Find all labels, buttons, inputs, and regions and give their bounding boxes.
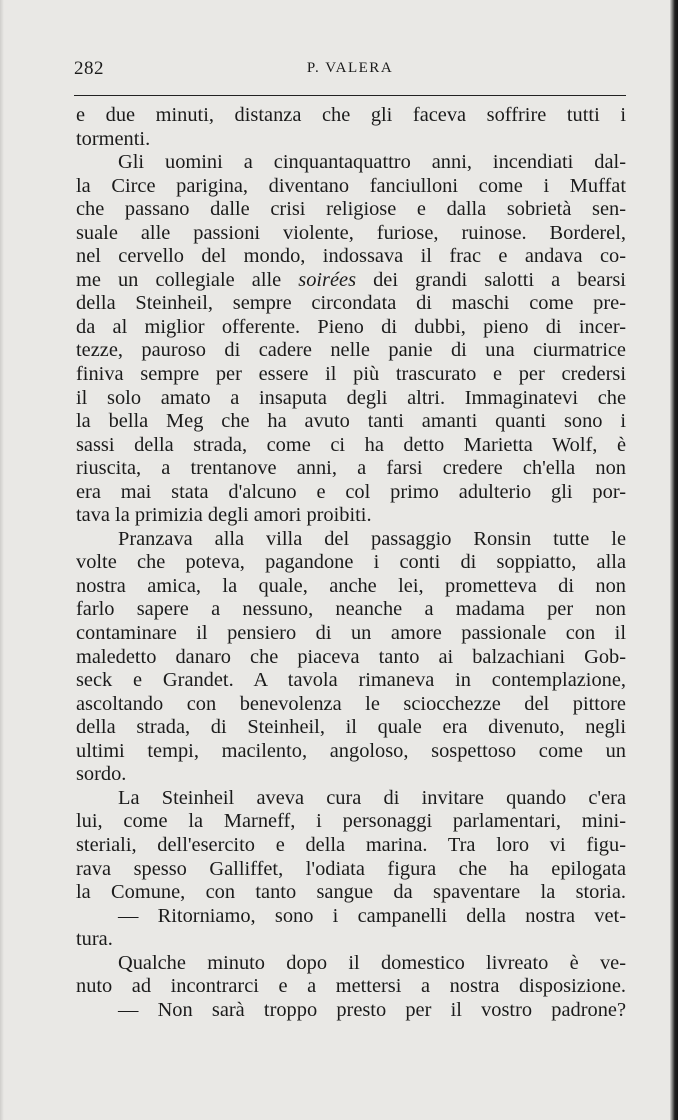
text-line: nel cervello del mondo, indossava il frac e andava co- xyxy=(76,245,626,268)
text-line: della Steinheil, sempre circondata di maschi come pre- xyxy=(76,292,626,315)
text-line: era mai stata d'alcuno e col primo adulterio gli por- xyxy=(76,480,626,503)
text-line: riuscita, a trentanove anni, a farsi credere ch'ella non xyxy=(76,457,626,480)
header-rule xyxy=(74,95,626,96)
text-line: suale alle passioni violente, furiose, ruinose. Borderel, xyxy=(76,221,626,244)
text-line: seck e Grandet. A tavola rimaneva in contemplazione, xyxy=(76,669,626,692)
text-line: contaminare il pensiero di un amore passionale con il xyxy=(76,622,626,645)
text-line: ascoltando con benevolenza le sciocchezze del pittore xyxy=(76,692,626,715)
text-line: farlo sapere a nessuno, neanche a madama per non xyxy=(76,598,626,621)
text-line: Gli uomini a cinquantaquattro anni, incendiati dal- xyxy=(118,151,626,174)
text-line: nostra amica, la quale, anche lei, prometteva di non xyxy=(76,574,626,597)
text-line: tezze, pauroso di cadere nelle panie di una ciurmatrice xyxy=(76,339,626,362)
page-number: 282 xyxy=(74,58,104,79)
italic-word: soirées xyxy=(298,268,357,291)
text-line: ultimi tempi, macilento, angoloso, sospettoso come un xyxy=(76,739,626,762)
text-line: Qualche minuto dopo il domestico livreato è ve- xyxy=(118,951,626,974)
text-line: nuto ad incontrarci e a mettersi a nostra disposizione. xyxy=(76,975,626,998)
text-line: lui, come la Marneff, i personaggi parlamentari, mini- xyxy=(76,810,626,833)
text-line: La Steinheil aveva cura di invitare quando c'era xyxy=(118,786,626,809)
text-line: da al miglior offerente. Pieno di dubbi, pieno di incer- xyxy=(76,315,626,338)
text-line: il solo amato a insaputa degli altri. Immaginatevi che xyxy=(76,386,626,409)
text-line: maledetto danaro che piaceva tanto ai balzachiani Gob- xyxy=(76,645,626,668)
text-line: la bella Meg che ha avuto tanti amanti quanti sono i xyxy=(76,410,626,433)
text-line: — Ritorniamo, sono i campanelli della nostra vet- xyxy=(118,904,626,927)
text-line: della strada, di Steinheil, il quale era divenuto, negli xyxy=(76,716,626,739)
text-line: rava spesso Galliffet, l'odiata figura che ha epilogata xyxy=(76,857,626,880)
text-line: tava la primizia degli amori proibiti. xyxy=(76,504,372,527)
text-line: — Non sarà troppo presto per il vostro padrone? xyxy=(118,998,626,1021)
running-head: P. VALERA xyxy=(306,60,394,76)
text-line: sordo. xyxy=(76,763,127,786)
text-line: tormenti. xyxy=(76,127,151,150)
text-line: la Circe parigina, diventano fanciulloni come i Muffat xyxy=(76,174,626,197)
text-line: me un collegiale alle soirées dei grandi salotti a bearsi xyxy=(76,268,626,291)
text-line: Pranzava alla villa del passaggio Ronsin tutte le xyxy=(118,527,626,550)
text-line: steriali, dell'esercito e della marina. Tra loro vi figu- xyxy=(76,833,626,856)
page-binding-edge xyxy=(670,0,678,1120)
body-text xyxy=(76,104,626,1022)
text-line: e due minuti, distanza che gli faceva soffrire tutti i xyxy=(76,104,626,126)
page-header xyxy=(74,58,626,88)
text-line: sassi della strada, come ci ha detto Marietta Wolf, è xyxy=(76,433,626,456)
page-shadow-left xyxy=(0,0,4,1120)
text-line: volte che poteva, pagandone i conti di soppiatto, alla xyxy=(76,551,626,574)
text-line: tura. xyxy=(76,928,113,951)
text-line: finiva sempre per essere il più trascurato e per credersi xyxy=(76,363,626,386)
text-line: che passano dalle crisi religiose e dalla sobrietà sen- xyxy=(76,198,626,221)
text-line: la Comune, con tanto sangue da spaventare la storia. xyxy=(76,881,626,904)
